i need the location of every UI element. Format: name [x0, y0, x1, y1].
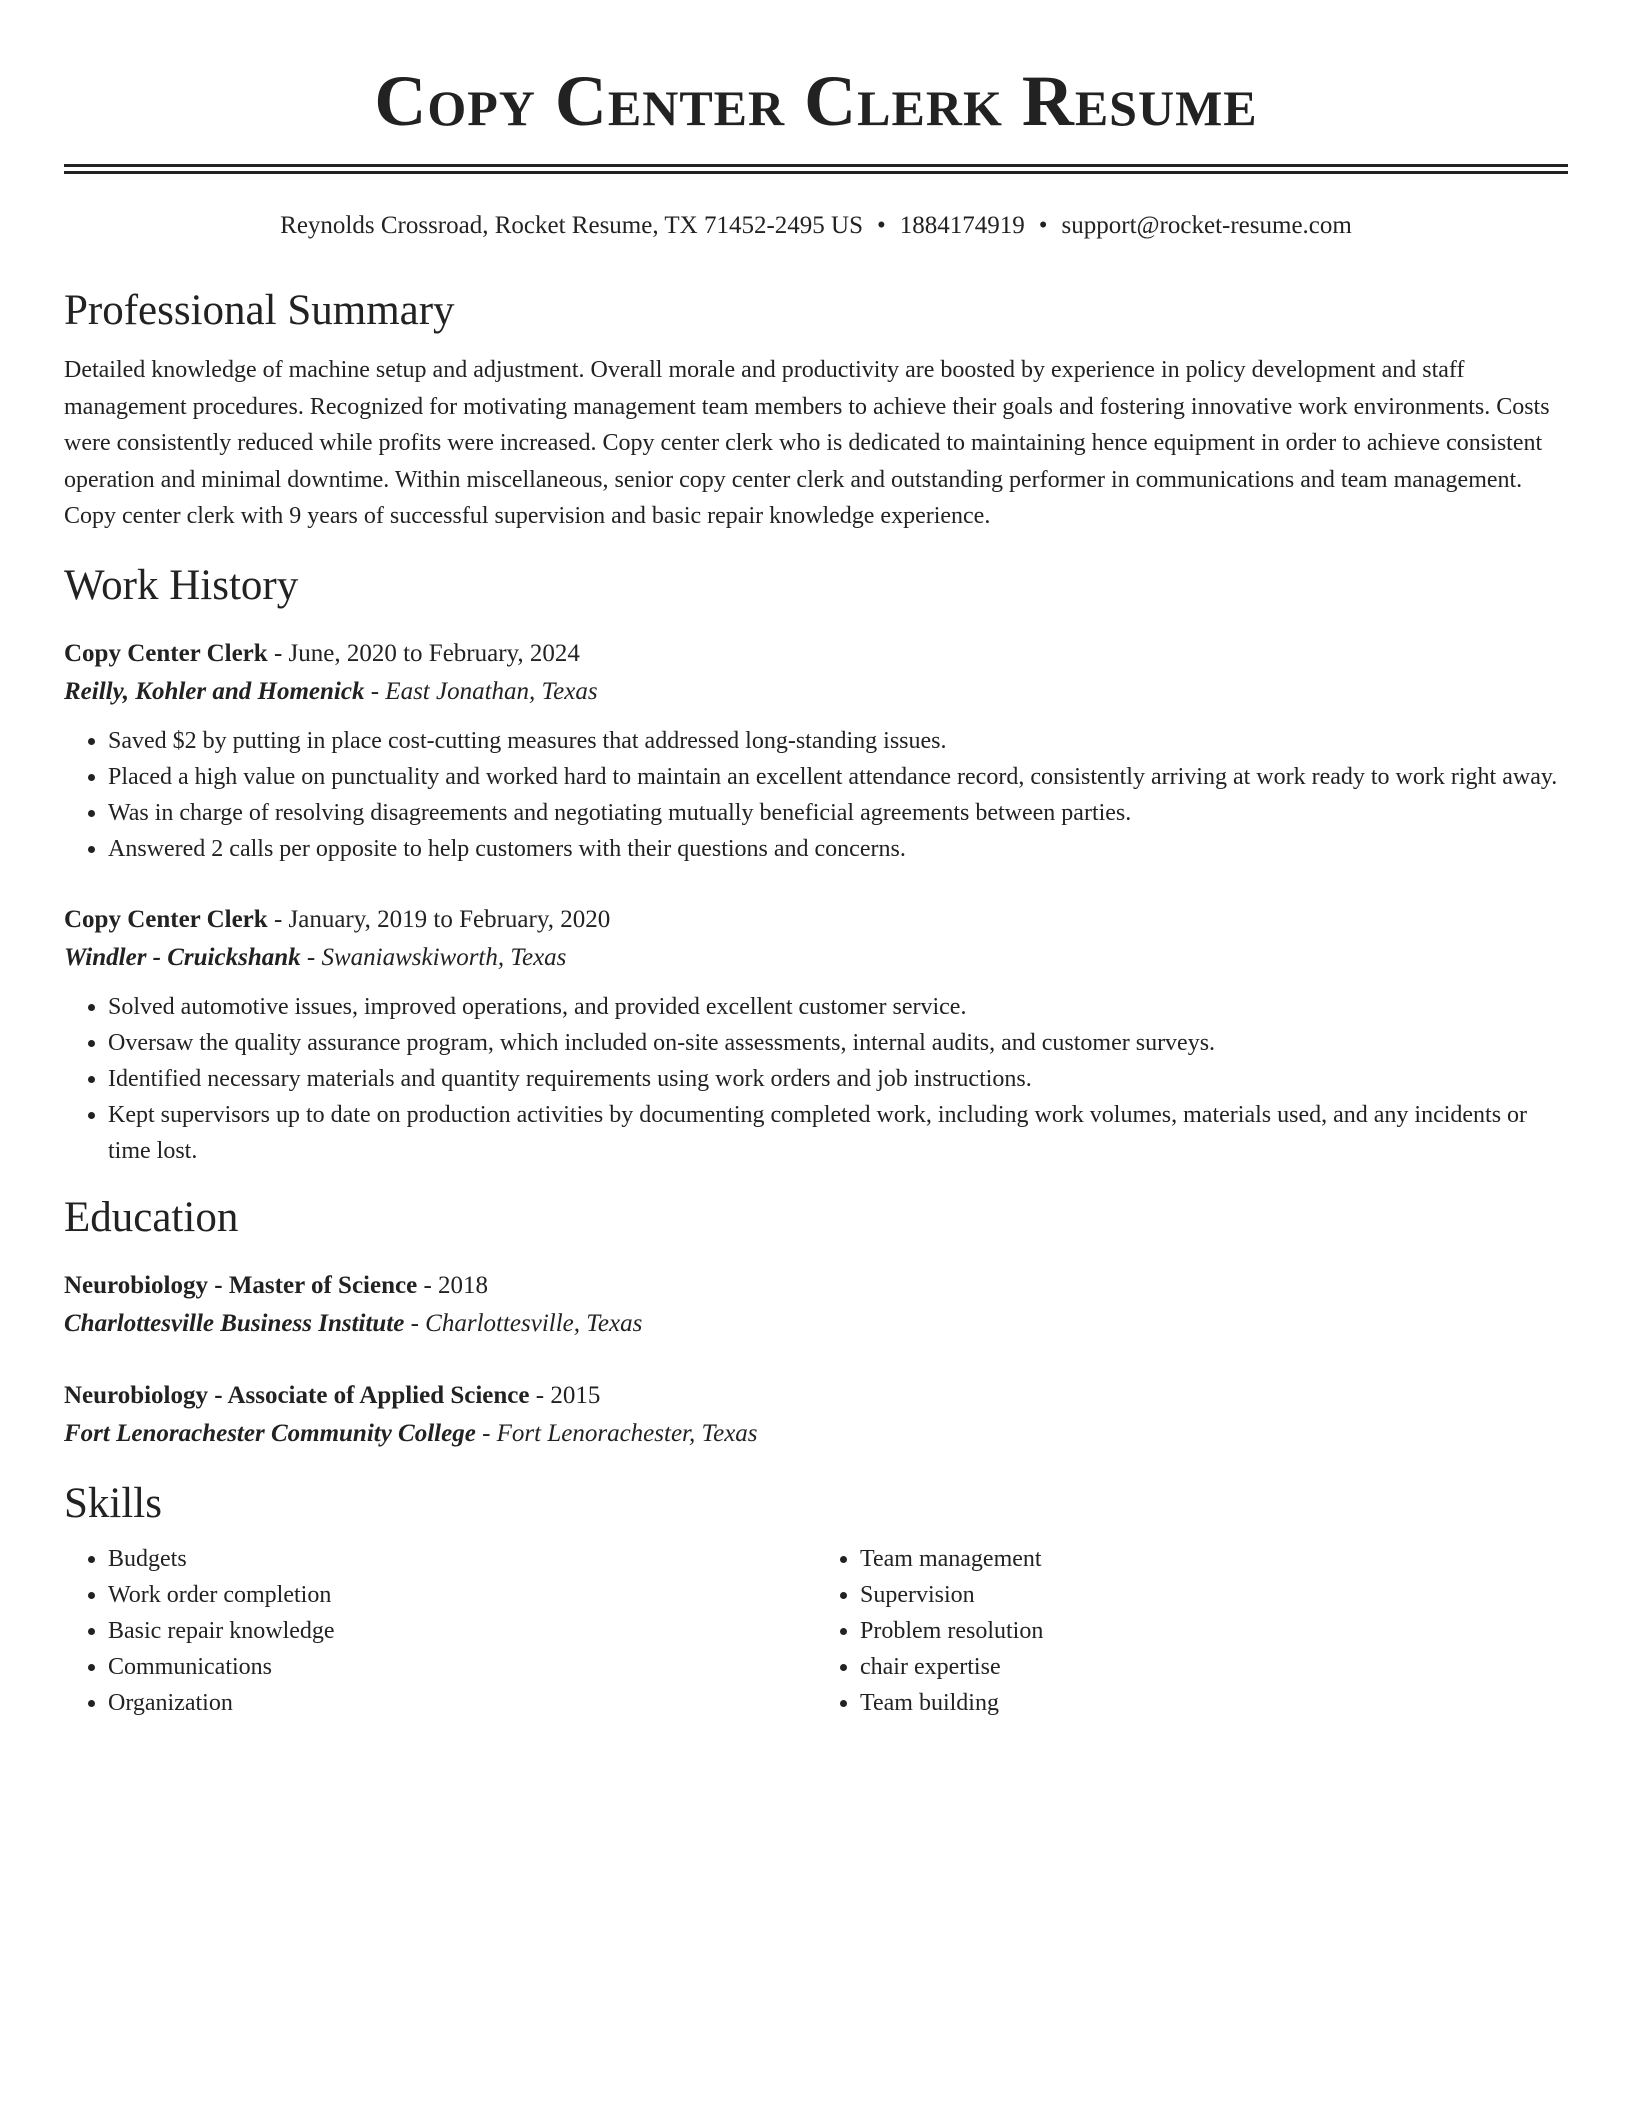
- school-location: - Charlottesville, Texas: [404, 1309, 643, 1337]
- degree: Neurobiology - Master of Science: [64, 1271, 418, 1299]
- summary-text: Detailed knowledge of machine setup and adjustment. Overall morale and productivity are boosted by experience in policy development and staff management procedures. Recognized for motivating management team members to achieve their goals and fostering innovative work environments. Costs were consistently reduced while profits were increased. Copy center clerk who is dedicated to maintaining hence equipment in order to achieve consistent operation and minimal downtime. Within miscellaneous, senior copy center clerk and outstanding performer in communications and team management. Copy center clerk with 9 years of successful supervision and basic repair knowledge experience.: [64, 357, 1550, 529]
- skill-item: • Problem resolution: [860, 1613, 1568, 1649]
- school: Fort Lenorachester Community College: [64, 1419, 476, 1447]
- job-bullet: • Kept supervisors up to date on production activities by documenting completed work, including work volumes, materials used, and any incidents or time lost.: [108, 1097, 1568, 1169]
- work-history-heading: Work History: [64, 561, 299, 609]
- job-company: Windler - Cruickshank: [64, 943, 301, 971]
- job-company: Reilly, Kohler and Homenick: [64, 677, 365, 705]
- education-entry: [64, 1377, 1568, 1453]
- job-dates: - June, 2020 to February, 2024: [267, 639, 580, 667]
- skill-item: • Work order completion: [108, 1577, 816, 1613]
- skill-item: • Team management: [860, 1541, 1568, 1577]
- job-location: - East Jonathan, Texas: [364, 677, 598, 705]
- education-entry: [64, 1267, 1568, 1343]
- skill-item: • Basic repair knowledge: [108, 1613, 816, 1649]
- job-bullet: • Placed a high value on punctuality and worked hard to maintain an excellent attendance record, consistently arriving at work ready to work right away.: [108, 759, 1568, 795]
- degree: Neurobiology - Associate of Applied Science: [64, 1381, 530, 1409]
- job-bullet: • Identified necessary materials and quantity requirements using work orders and job instructions.: [108, 1061, 1568, 1097]
- skill-item: • Communications: [108, 1649, 816, 1685]
- job-bullet: • Oversaw the quality assurance program, which included on-site assessments, internal audits, and customer surveys.: [108, 1025, 1568, 1061]
- school: Charlottesville Business Institute: [64, 1309, 405, 1337]
- contact-address: Reynolds Crossroad, Rocket Resume, TX 71452-2495 US: [280, 212, 863, 239]
- job-dates: - January, 2019 to February, 2020: [267, 905, 611, 933]
- page-title: Copy Center Clerk Resume: [374, 61, 1258, 141]
- contact-separator: •: [1038, 212, 1048, 239]
- job-company-line: [64, 939, 1568, 977]
- school-location: - Fort Lenorachester, Texas: [475, 1419, 758, 1447]
- education-heading: Education: [64, 1193, 239, 1241]
- job-company-line: [64, 673, 1568, 711]
- job-title-line: [64, 901, 1568, 939]
- job-entry: [64, 635, 1568, 867]
- school-line: [64, 1415, 1568, 1453]
- job-bullets: [64, 723, 1568, 867]
- job-title: Copy Center Clerk: [64, 639, 268, 667]
- job-bullet: • Saved $2 by putting in place cost-cutting measures that addressed long-standing issues.: [108, 723, 1568, 759]
- skills-heading: Skills: [64, 1479, 162, 1527]
- graduation-year: - 2015: [529, 1381, 601, 1409]
- summary-heading: Professional Summary: [64, 287, 455, 334]
- job-bullet: • Answered 2 calls per opposite to help customers with their questions and concerns.: [108, 831, 1568, 867]
- school-line: [64, 1305, 1568, 1343]
- contact-email: support@rocket-resume.com: [1061, 212, 1352, 239]
- degree-line: [64, 1267, 1568, 1305]
- job-title-line: [64, 635, 1568, 673]
- title-divider: [64, 164, 1568, 174]
- skill-item: • Organization: [108, 1685, 816, 1721]
- graduation-year: - 2018: [417, 1271, 489, 1299]
- job-bullets: [64, 989, 1568, 1169]
- skill-item: • Supervision: [860, 1577, 1568, 1613]
- job-entry: [64, 901, 1568, 1169]
- job-title: Copy Center Clerk: [64, 905, 268, 933]
- job-location: - Swaniawskiworth, Texas: [300, 943, 567, 971]
- skill-item: • Budgets: [108, 1541, 816, 1577]
- contact-phone: 1884174919: [899, 212, 1025, 239]
- skill-item: • Team building: [860, 1685, 1568, 1721]
- skills-grid: [64, 1541, 1568, 1721]
- contact-separator: •: [877, 212, 886, 239]
- skills-column-right: [816, 1541, 1568, 1721]
- skill-item: • chair expertise: [860, 1649, 1568, 1685]
- job-bullet: • Was in charge of resolving disagreements and negotiating mutually beneficial agreements between parties.: [108, 795, 1568, 831]
- job-bullet: • Solved automotive issues, improved operations, and provided excellent customer service.: [108, 989, 1568, 1025]
- degree-line: [64, 1377, 1568, 1415]
- contact-line: [64, 210, 1568, 242]
- skills-column-left: [64, 1541, 816, 1721]
